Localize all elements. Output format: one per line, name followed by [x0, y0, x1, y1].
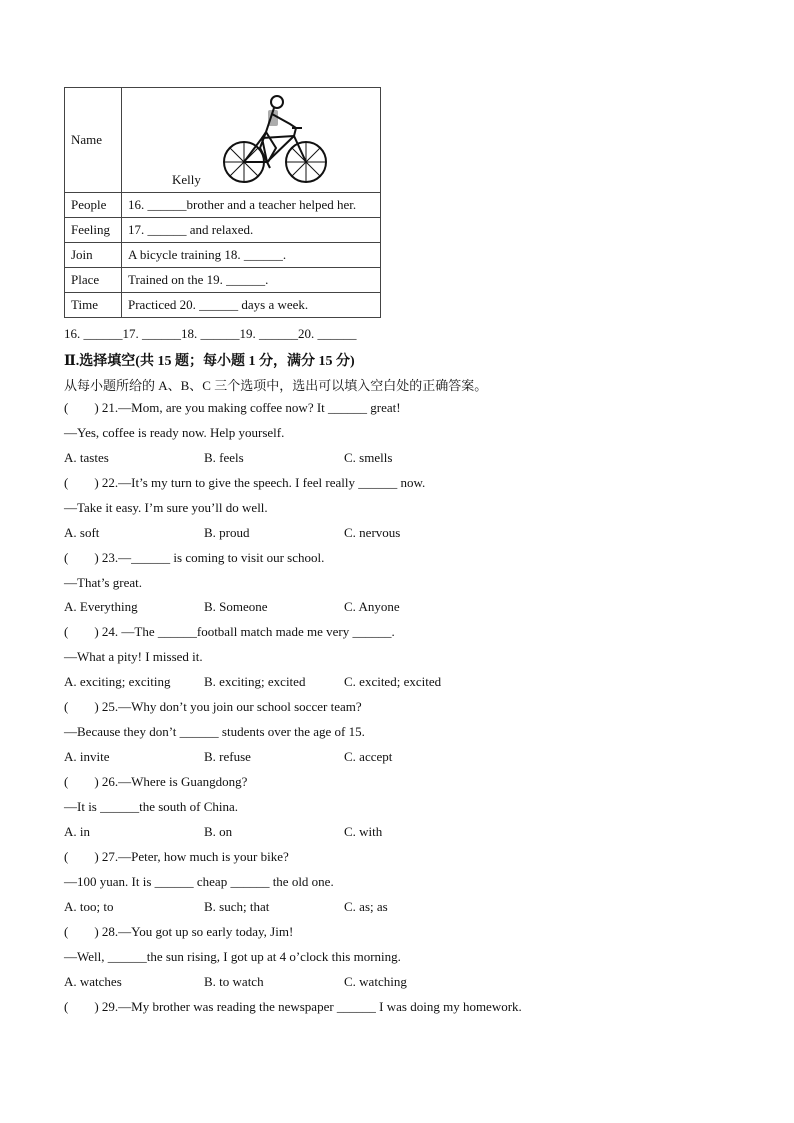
table-row: Place Trained on the 19. ______.: [65, 268, 381, 293]
option-a: A. exciting; exciting: [64, 674, 171, 689]
option-b: B. on: [204, 824, 233, 839]
option-a: A. soft: [64, 525, 100, 540]
option-b: B. to watch: [204, 974, 264, 989]
option-b: B. exciting; excited: [204, 674, 306, 689]
cyclist-icon: [222, 92, 332, 188]
response-21: —Yes, coffee is ready now. Help yourself.: [64, 425, 285, 440]
question-28: ( ) 28.—You got up so early today, Jim!: [64, 924, 294, 939]
option-c: C. Anyone: [344, 599, 400, 614]
response-23: —That’s great.: [64, 575, 142, 590]
option-a: A. too; to: [64, 899, 114, 914]
option-a: A. tastes: [64, 450, 109, 465]
option-b: B. feels: [204, 450, 244, 465]
option-c: C. as; as: [344, 899, 388, 914]
option-c: C. watching: [344, 974, 407, 989]
option-a: A. watches: [64, 974, 122, 989]
option-b: B. refuse: [204, 749, 251, 764]
table-row: Join A bicycle training 18. ______.: [65, 243, 381, 268]
response-24: —What a pity! I missed it.: [64, 649, 203, 664]
option-c: C. excited; excited: [344, 674, 442, 689]
option-c: C. smells: [344, 450, 393, 465]
question-29: ( ) 29.—My brother was reading the newspaper ______ I was doing my homework.: [64, 999, 522, 1014]
name-label: Name: [65, 88, 122, 193]
response-28: —Well, ______the sun rising, I got up at 4 o’clock this morning.: [64, 949, 401, 964]
question-24: ( ) 24. —The ______football match made me very ______.: [64, 624, 395, 639]
option-b: B. such; that: [204, 899, 270, 914]
option-b: B. proud: [204, 525, 250, 540]
option-a: A. Everything: [64, 599, 138, 614]
info-table: [64, 87, 381, 318]
table-row-name: [65, 88, 381, 193]
question-27: ( ) 27.—Peter, how much is your bike?: [64, 849, 289, 864]
question-22: ( ) 22.—It’s my turn to give the speech. I feel really ______ now.: [64, 475, 426, 490]
section-title: Ⅱ.选择填空(共 15 题；每小题 1 分，满分 15 分): [64, 354, 355, 369]
option-b: B. Someone: [204, 599, 268, 614]
response-26: —It is ______the south of China.: [64, 799, 239, 814]
response-22: —Take it easy. I’m sure you’ll do well.: [64, 500, 268, 515]
option-c: C. nervous: [344, 525, 401, 540]
name-value: Kelly: [172, 172, 201, 187]
response-25: —Because they don’t ______ students over the age of 15.: [64, 724, 365, 739]
option-c: C. accept: [344, 749, 393, 764]
option-c: C. with: [344, 824, 383, 839]
table-row: People 16. ______brother and a teacher helped her.: [65, 193, 381, 218]
question-25: ( ) 25.—Why don’t you join our school soccer team?: [64, 699, 362, 714]
table-row: Feeling 17. ______ and relaxed.: [65, 218, 381, 243]
option-a: A. invite: [64, 749, 110, 764]
table-row: Time Practiced 20. ______ days a week.: [65, 293, 381, 318]
section-instruction: 从每小题所给的 A、B、C 三个选项中，选出可以填入空白处的正确答案。: [64, 378, 488, 393]
option-a: A. in: [64, 824, 90, 839]
answer-line: 16. ______17. ______18. ______19. ______20. ______: [64, 326, 357, 341]
question-26: ( ) 26.—Where is Guangdong?: [64, 774, 248, 789]
question-21: ( ) 21.—Mom, are you making coffee now? It ______ great!: [64, 400, 401, 415]
response-27: —100 yuan. It is ______ cheap ______ the old one.: [64, 874, 334, 889]
question-23: ( ) 23.—______ is coming to visit our school.: [64, 550, 325, 565]
